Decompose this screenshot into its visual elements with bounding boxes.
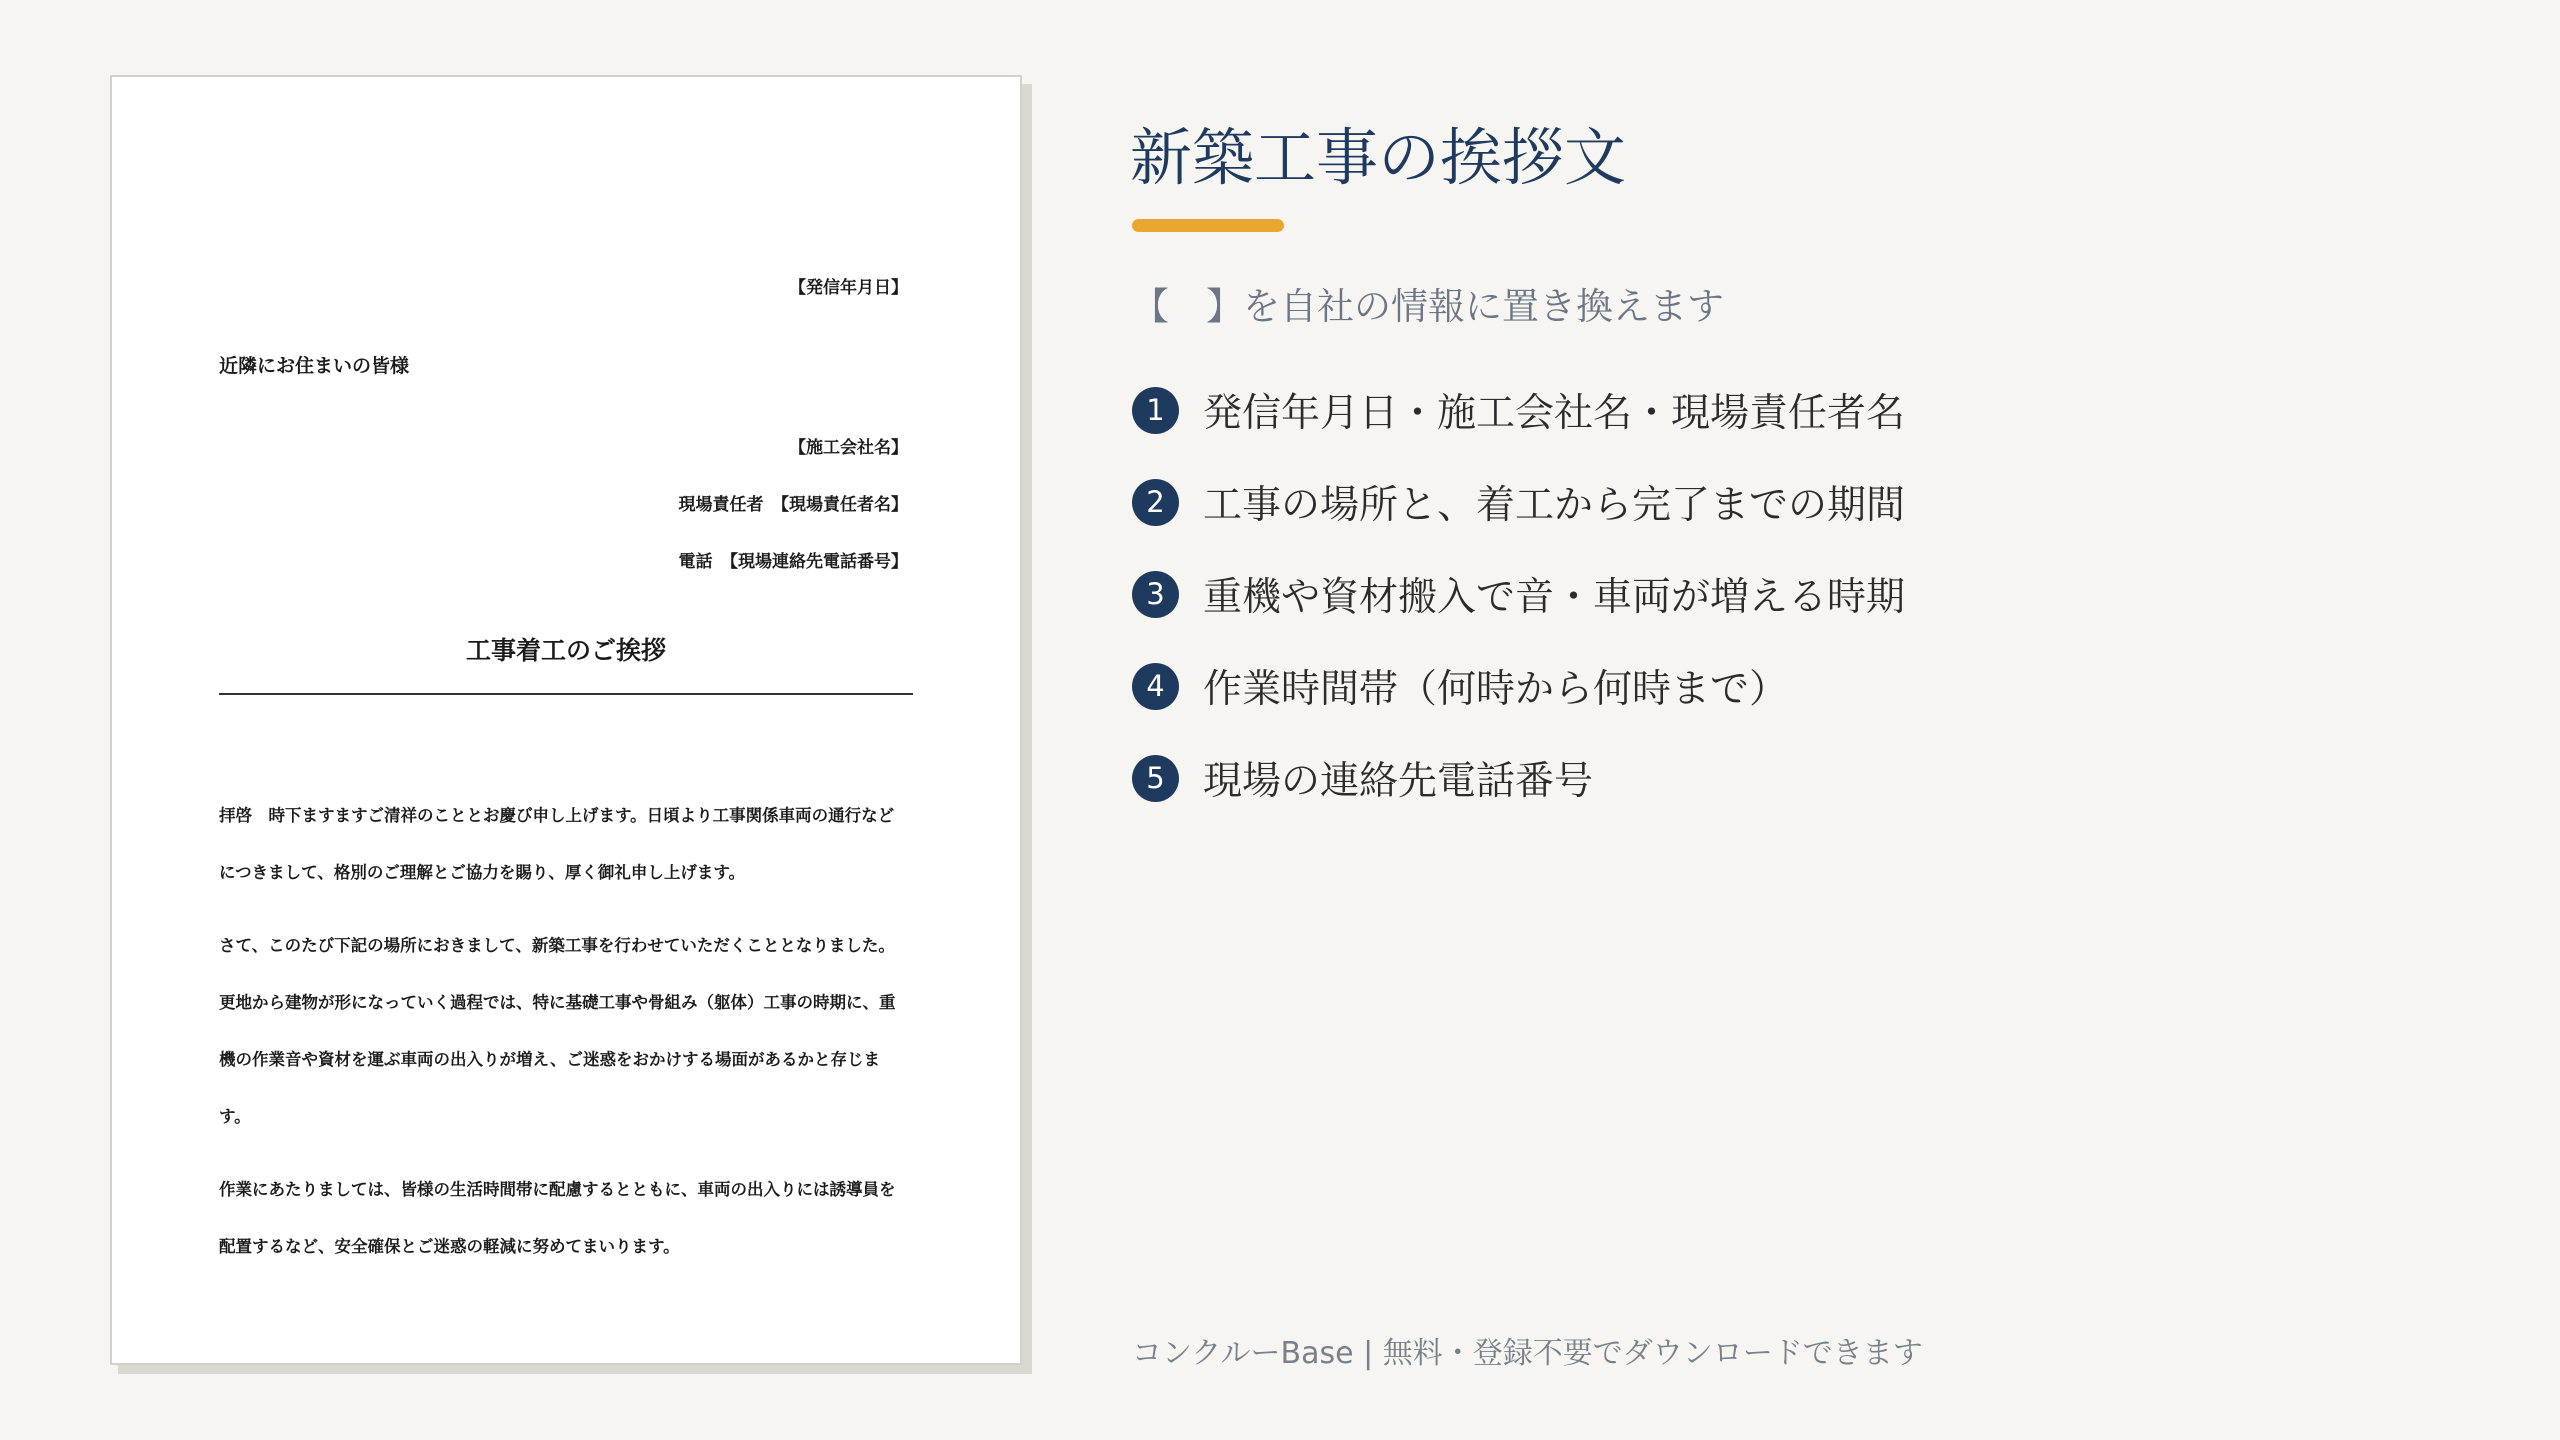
body-line: 機の作業音や資材を運ぶ車両の出入りが増え、ご迷惑をおかけする場面があるかと存じま [219, 1050, 880, 1069]
page-title: 新築工事の挨拶文 [1130, 121, 1627, 194]
number-badge: 2 [1132, 479, 1179, 526]
list-item [1132, 472, 1905, 532]
list-item [1132, 748, 1593, 808]
list-item-text: 重機や資材搬入で音・車両が増える時期 [1203, 575, 1906, 620]
date-placeholder: 【発信年月日】 [789, 278, 908, 298]
body-line: 配置するなど、安全確保とご迷惑の軽減に努めてまいります。 [219, 1237, 680, 1256]
number-badge: 1 [1132, 387, 1179, 434]
body-line: 拝啓 時下ますますご清祥のこととお慶び申し上げます。日頃より工事関係車両の通行など [219, 806, 895, 825]
company-placeholder: 【施工会社名】 [789, 438, 908, 458]
list-item-text: 現場の連絡先電話番号 [1203, 759, 1594, 804]
number-badge: 3 [1132, 571, 1179, 618]
footer-text: コンクルーBase | 無料・登録不要でダウンロードできます [1132, 1336, 1923, 1371]
list-item [1132, 656, 1788, 716]
list-item-text: 発信年月日・施工会社名・現場責任者名 [1203, 391, 1906, 436]
number-badge: 5 [1132, 755, 1179, 802]
body-line: 作業にあたりましては、皆様の生活時間帯に配慮するとともに、車両の出入りには誘導員を [219, 1180, 896, 1199]
list-item [1132, 564, 1905, 624]
body-line: 更地から建物が形になっていく過程では、特に基礎工事や骨組み（躯体）工事の時期に、重 [219, 993, 896, 1012]
subtitle: 【 】を自社の情報に置き換えます [1132, 285, 1724, 328]
manager-line: 現場責任者 【現場責任者名】 [678, 495, 908, 515]
accent-bar [1132, 219, 1284, 232]
document-title: 工事着工のご挨拶 [465, 636, 666, 665]
list-item [1132, 380, 1905, 440]
body-line: につきまして、格別のご理解とご協力を賜り、厚く御礼申し上げます。 [219, 863, 746, 882]
phone-line: 電話 【現場連絡先電話番号】 [678, 552, 908, 572]
body-line: す。 [219, 1107, 251, 1126]
title-divider [219, 693, 913, 695]
recipient-line: 近隣にお住まいの皆様 [219, 355, 410, 377]
list-item-text: 作業時間帯（何時から何時まで） [1203, 667, 1789, 712]
number-badge: 4 [1132, 663, 1179, 710]
document-preview [110, 75, 1022, 1365]
body-line: さて、このたび下記の場所におきまして、新築工事を行わせていただくこととなりました。 [219, 936, 895, 955]
list-item-text: 工事の場所と、着工から完了までの期間 [1203, 483, 1906, 528]
